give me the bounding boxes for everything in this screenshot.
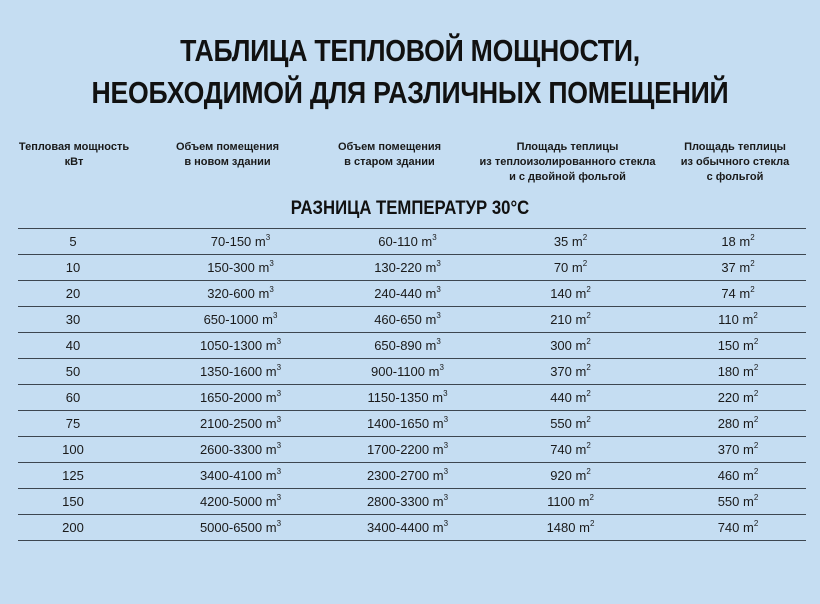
- unit-exponent: 3: [439, 363, 444, 372]
- unit: m: [265, 520, 277, 535]
- cell-volume-new: [168, 359, 313, 384]
- value: 650-1000: [203, 312, 263, 327]
- unit-exponent: 3: [276, 363, 282, 372]
- value: 920: [550, 468, 576, 483]
- cell-volume-new: [168, 489, 313, 514]
- unit-exponent: 3: [265, 233, 271, 242]
- unit: m: [425, 260, 437, 275]
- value: 74: [721, 286, 740, 301]
- unit: m: [575, 416, 587, 431]
- unit-exponent: 3: [436, 311, 441, 320]
- unit-exponent: 2: [753, 493, 759, 502]
- unit-exponent: 3: [443, 415, 449, 424]
- value: 240-440: [374, 286, 426, 301]
- cell-volume-old: [335, 489, 480, 514]
- unit-exponent: 2: [582, 259, 588, 268]
- cell-power: 125: [62, 468, 84, 483]
- cell-power: 75: [65, 416, 81, 431]
- cell-area-regular: [668, 359, 808, 384]
- unit-exponent: 3: [276, 337, 282, 346]
- column-header-area-regular: Площадь теплицы из обычного стекла с фольгой: [680, 141, 790, 183]
- unit-exponent: 2: [586, 467, 591, 476]
- unit-exponent: 2: [750, 285, 755, 294]
- unit: m: [432, 494, 444, 509]
- cell-volume-new: [168, 385, 313, 410]
- cell-area-regular: [668, 255, 808, 280]
- value: 900-1100: [371, 364, 429, 379]
- unit-exponent: 2: [753, 415, 759, 424]
- value: 1350-1600: [199, 364, 266, 379]
- unit: m: [265, 390, 277, 405]
- data-table: [18, 228, 806, 541]
- cell-power: 20: [65, 286, 81, 301]
- unit: m: [743, 416, 754, 431]
- cell-area-regular: [668, 281, 808, 306]
- cell-area-insulated: [488, 437, 653, 462]
- cell-area-insulated: [488, 255, 653, 280]
- unit: m: [575, 390, 587, 405]
- value: 740: [550, 442, 576, 457]
- cell-power: 50: [65, 364, 81, 379]
- value: 35: [553, 234, 572, 249]
- column-header-power: Тепловая мощность кВт: [18, 141, 130, 168]
- table-row: [18, 255, 806, 281]
- cell-volume-new: [168, 411, 313, 436]
- value: 440: [550, 390, 576, 405]
- unit-exponent: 3: [269, 259, 274, 268]
- title-line-1: ТАБЛИЦА ТЕПЛОВОЙ МОЩНОСТИ,: [180, 33, 640, 68]
- unit: m: [432, 468, 444, 483]
- unit: m: [258, 260, 270, 275]
- unit: m: [739, 286, 751, 301]
- cell-area-insulated: [488, 307, 653, 332]
- cell-area-regular: [668, 333, 808, 358]
- value: 150-300: [207, 260, 259, 275]
- table-row: [18, 515, 806, 541]
- value: 180: [717, 364, 743, 379]
- value: 2800-3300: [366, 494, 433, 509]
- value: 460-650: [374, 312, 426, 327]
- unit: m: [579, 520, 590, 535]
- unit-exponent: 2: [753, 467, 759, 476]
- value: 1100: [547, 494, 579, 509]
- unit: m: [743, 338, 754, 353]
- unit: m: [428, 364, 440, 379]
- cell-volume-new: [168, 463, 313, 488]
- cell-volume-old: [335, 359, 480, 384]
- unit: m: [739, 234, 751, 249]
- cell-volume-old: [335, 255, 480, 280]
- cell-area-insulated: [488, 463, 653, 488]
- value: 550: [717, 494, 743, 509]
- unit-exponent: 3: [276, 415, 282, 424]
- unit: m: [742, 312, 754, 327]
- unit-exponent: 2: [586, 389, 591, 398]
- cell-area-insulated: [488, 489, 653, 514]
- value: 1050-1300: [199, 338, 266, 353]
- unit: m: [258, 286, 270, 301]
- value: 1700-2200: [366, 442, 433, 457]
- unit-exponent: 3: [443, 519, 449, 528]
- value: 70: [553, 260, 572, 275]
- cell-volume-old: [335, 437, 480, 462]
- value: 210: [550, 312, 576, 327]
- unit-exponent: 2: [586, 441, 591, 450]
- value: 4200-5000: [199, 494, 266, 509]
- value: 140: [550, 286, 576, 301]
- value: 2600-3300: [199, 442, 266, 457]
- cell-power: 200: [62, 520, 84, 535]
- unit: m: [425, 338, 437, 353]
- unit: m: [575, 312, 587, 327]
- cell-area-regular: [668, 307, 808, 332]
- unit-exponent: 3: [436, 259, 441, 268]
- cell-area-insulated: [488, 281, 653, 306]
- unit: m: [575, 286, 587, 301]
- unit: m: [265, 442, 277, 457]
- value: 320-600: [207, 286, 259, 301]
- cell-area-insulated: [488, 359, 653, 384]
- cell-power: 150: [62, 494, 84, 509]
- unit-exponent: 2: [753, 337, 759, 346]
- cell-volume-old: [335, 385, 480, 410]
- unit-exponent: 3: [432, 233, 437, 242]
- unit: m: [575, 442, 587, 457]
- value: 1650-2000: [199, 390, 266, 405]
- cell-area-regular: [668, 437, 808, 462]
- value: 2300-2700: [366, 468, 433, 483]
- value: 1150-1350: [367, 390, 433, 405]
- unit: m: [254, 234, 266, 249]
- unit-exponent: 3: [443, 467, 449, 476]
- unit-exponent: 2: [586, 311, 591, 320]
- value: 150: [717, 338, 743, 353]
- unit-exponent: 2: [589, 519, 595, 528]
- value: 110: [718, 312, 743, 327]
- unit: m: [743, 442, 754, 457]
- unit: m: [575, 364, 587, 379]
- cell-power: 100: [62, 442, 84, 457]
- unit: m: [571, 234, 583, 249]
- unit-exponent: 2: [753, 441, 759, 450]
- unit: m: [425, 312, 437, 327]
- value: 70-150: [210, 234, 255, 249]
- cell-area-regular: [668, 489, 808, 514]
- unit-exponent: 3: [272, 311, 278, 320]
- unit: m: [743, 468, 754, 483]
- unit-exponent: 3: [276, 519, 282, 528]
- unit-exponent: 3: [436, 285, 441, 294]
- cell-volume-new: [168, 255, 313, 280]
- cell-area-insulated: [488, 385, 653, 410]
- value: 740: [717, 520, 743, 535]
- cell-volume-old: [335, 229, 480, 254]
- table-row: [18, 333, 806, 359]
- unit: m: [575, 468, 587, 483]
- unit-exponent: 2: [586, 285, 591, 294]
- cell-area-insulated: [488, 229, 653, 254]
- table-row: [18, 359, 806, 385]
- cell-volume-old: [335, 281, 480, 306]
- column-header-volume-new: Объем помещения в новом здании: [175, 141, 280, 168]
- value: 60-110: [378, 234, 422, 249]
- cell-area-regular: [668, 515, 808, 540]
- value: 2100-2500: [199, 416, 266, 431]
- table-row: [18, 307, 806, 333]
- table-row: [18, 437, 806, 463]
- value: 460: [717, 468, 743, 483]
- cell-area-regular: [668, 463, 808, 488]
- value: 1480: [546, 520, 580, 535]
- unit: m: [743, 494, 754, 509]
- unit: m: [425, 286, 437, 301]
- value: 37: [721, 260, 740, 275]
- cell-area-insulated: [488, 411, 653, 436]
- table-row: [18, 463, 806, 489]
- value: 130-220: [374, 260, 426, 275]
- cell-power: 40: [65, 338, 81, 353]
- unit: m: [265, 416, 277, 431]
- unit-exponent: 2: [586, 363, 591, 372]
- cell-power: 60: [65, 390, 81, 405]
- unit: m: [265, 494, 277, 509]
- value: 5000-6500: [199, 520, 266, 535]
- unit-exponent: 2: [753, 519, 759, 528]
- temperature-difference-subtitle: РАЗНИЦА ТЕМПЕРАТУР 30°С: [290, 198, 530, 219]
- unit-exponent: 3: [443, 493, 449, 502]
- unit: m: [265, 364, 277, 379]
- value: 3400-4400: [366, 520, 433, 535]
- value: 370: [550, 364, 576, 379]
- unit-exponent: 3: [276, 389, 282, 398]
- table-row: [18, 411, 806, 437]
- unit-exponent: 2: [586, 415, 591, 424]
- unit: m: [432, 416, 444, 431]
- cell-volume-new: [168, 307, 313, 332]
- cell-volume-old: [335, 515, 480, 540]
- cell-volume-new: [168, 281, 313, 306]
- unit: m: [432, 390, 444, 405]
- value: 220: [717, 390, 743, 405]
- unit: m: [575, 338, 587, 353]
- title-line-2: НЕОБХОДИМОЙ ДЛЯ РАЗЛИЧНЫХ ПОМЕЩЕНИЙ: [91, 75, 729, 110]
- cell-volume-new: [168, 333, 313, 358]
- unit: m: [578, 494, 590, 509]
- value: 650-890: [374, 338, 426, 353]
- table-row: [18, 489, 806, 515]
- unit-exponent: 3: [276, 467, 282, 476]
- cell-volume-old: [335, 411, 480, 436]
- unit: m: [739, 260, 751, 275]
- unit: m: [265, 338, 277, 353]
- unit-exponent: 2: [753, 311, 758, 320]
- unit: m: [421, 234, 433, 249]
- unit-exponent: 2: [589, 493, 594, 502]
- unit: m: [571, 260, 583, 275]
- cell-volume-old: [335, 463, 480, 488]
- unit-exponent: 3: [443, 389, 448, 398]
- table-row: [18, 281, 806, 307]
- unit: m: [262, 312, 273, 327]
- cell-area-insulated: [488, 515, 653, 540]
- table-row: [18, 385, 806, 411]
- cell-area-regular: [668, 229, 808, 254]
- cell-area-insulated: [488, 333, 653, 358]
- cell-power: 5: [69, 234, 77, 249]
- cell-volume-new: [168, 229, 313, 254]
- page-title: [57, 30, 762, 114]
- cell-volume-old: [335, 307, 480, 332]
- value: 370: [717, 442, 743, 457]
- unit-exponent: 2: [582, 233, 588, 242]
- unit-exponent: 3: [436, 337, 441, 346]
- cell-volume-new: [168, 437, 313, 462]
- value: 18: [721, 234, 740, 249]
- unit-exponent: 3: [269, 285, 274, 294]
- value: 1400-1650: [366, 416, 433, 431]
- value: 3400-4100: [199, 468, 266, 483]
- unit-exponent: 3: [276, 493, 282, 502]
- cell-volume-old: [335, 333, 480, 358]
- cell-power: 10: [65, 260, 81, 275]
- value: 300: [550, 338, 576, 353]
- unit: m: [432, 442, 444, 457]
- unit-exponent: 2: [586, 337, 591, 346]
- unit: m: [432, 520, 444, 535]
- value: 550: [550, 416, 576, 431]
- unit-exponent: 3: [443, 441, 449, 450]
- unit: m: [743, 520, 754, 535]
- unit-exponent: 2: [753, 389, 759, 398]
- cell-power: 30: [65, 312, 81, 327]
- unit: m: [265, 468, 277, 483]
- cell-area-regular: [668, 411, 808, 436]
- value: 280: [717, 416, 743, 431]
- unit-exponent: 2: [750, 233, 755, 242]
- column-header-area-insulated: Площадь теплицы из теплоизолированного стекла и с двойной фольгой: [479, 141, 656, 183]
- table-row: [18, 229, 806, 255]
- unit: m: [743, 390, 754, 405]
- unit-exponent: 3: [276, 441, 282, 450]
- column-header-volume-old: Объем помещения в старом здании: [337, 141, 442, 168]
- unit-exponent: 2: [753, 363, 759, 372]
- unit-exponent: 2: [750, 259, 755, 268]
- cell-volume-new: [168, 515, 313, 540]
- unit: m: [743, 364, 754, 379]
- cell-area-regular: [668, 385, 808, 410]
